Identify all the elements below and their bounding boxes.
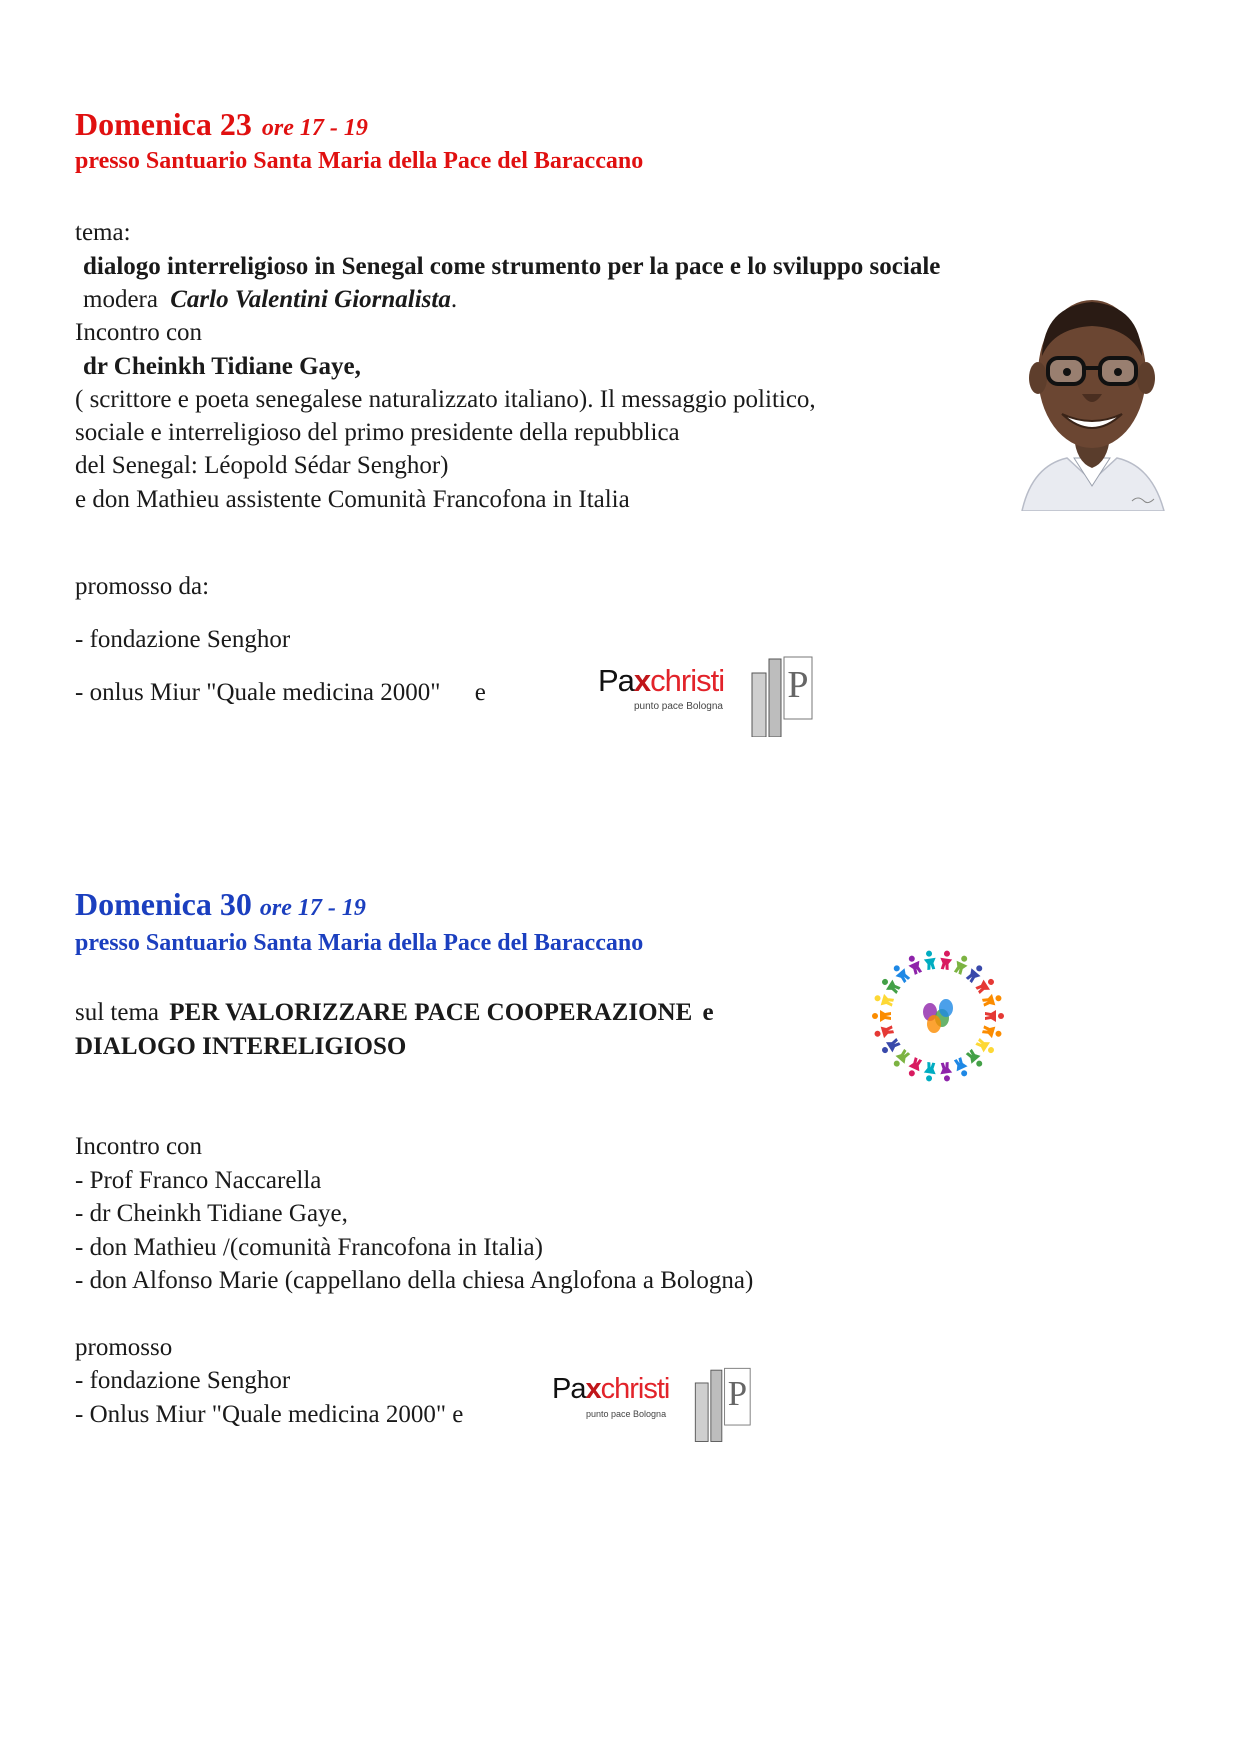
logo-tagline: punto pace Bologna (634, 701, 723, 712)
event1-moderator-line: modera Carlo Valentini Giornalista. (83, 286, 458, 313)
event1-theme: dialogo interreligioso in Senegal come strumento per la pace e lo sviluppo sociale (83, 253, 941, 280)
event2-theme-prefix: sul tema (75, 999, 160, 1026)
event2-guest: - dr Cheinkh Tidiane Gaye, (75, 1200, 348, 1227)
bologna-towers-icon (688, 1366, 752, 1442)
event2-theme-2: DIALOGO INTERELIGIOSO (75, 1033, 407, 1060)
logo-pax-text: Pa (552, 1373, 586, 1405)
logo-pax-text: Pa (598, 663, 634, 698)
logo-x-text: x (585, 1373, 601, 1405)
event2-guest: - don Alfonso Marie (cappellano della chiesa Anglofona a Bologna) (75, 1267, 754, 1294)
event1-moderator-prefix: modera (83, 286, 158, 313)
event2-guest: - don Mathieu /(comunità Francofona in Italia) (75, 1234, 543, 1261)
event2-meeting-label: Incontro con (75, 1133, 203, 1160)
event1-desc-line: e don Mathieu assistente Comunità Francofona in Italia (75, 486, 630, 513)
event2-guest: - Prof Franco Naccarella (75, 1167, 322, 1194)
logo-x-text: x (633, 663, 651, 698)
event1-time: ore 17 - 19 (261, 115, 368, 141)
logo-tagline: punto pace Bologna (586, 1409, 667, 1419)
event1-desc-line: del Senegal: Léopold Sédar Senghor) (75, 452, 449, 479)
event1-venue: presso Santuario Santa Maria della Pace del Baraccano (75, 148, 644, 174)
portrait-illustration-icon (1012, 286, 1172, 511)
paxchristi-logo (598, 655, 814, 737)
event1-guest: dr Cheinkh Tidiane Gaye, (83, 353, 361, 380)
event2-theme-1-suffix: e (702, 999, 714, 1026)
event2-venue: presso Santuario Santa Maria della Pace del Baraccano (75, 930, 644, 956)
event1-desc-line: sociale e interreligioso del primo presidente della repubblica (75, 419, 680, 446)
event2-theme-line1 (75, 996, 714, 1030)
event1-promoter-2-line (75, 676, 486, 710)
event1-heading (75, 106, 368, 143)
event1-promoter-1: - fondazione Senghor (75, 626, 291, 653)
event1-desc-line: ( scrittore e poeta senegalese naturalizzato italiano). Il messaggio politico, (75, 386, 816, 413)
people-circle-logo (868, 946, 1008, 1086)
event2-promoter-2: - Onlus Miur "Quale medicina 2000" e (75, 1401, 464, 1428)
event1-promoter-2: - onlus Miur "Quale medicina 2000" (75, 679, 441, 706)
event1-promoter-2-suffix: e (474, 679, 486, 706)
people-circle-icon (868, 946, 1008, 1086)
event2-heading (75, 886, 366, 923)
event1-day: Domenica 23 (75, 106, 252, 142)
svg-text:P: P (787, 664, 809, 706)
event1-theme-label: tema: (75, 219, 131, 246)
portrait-image (1012, 286, 1172, 511)
event2-promoter-1: - fondazione Senghor (75, 1367, 291, 1394)
svg-text:P: P (727, 1373, 748, 1413)
event2-day: Domenica 30 (75, 886, 252, 922)
event2-time: ore 17 - 19 (259, 895, 366, 921)
event1-moderator: Carlo Valentini Giornalista (170, 286, 451, 313)
bologna-towers-icon (744, 655, 814, 737)
event1-meeting-label: Incontro con (75, 319, 203, 346)
event2-theme-1: PER VALORIZZARE PACE COOPERAZIONE (169, 999, 693, 1026)
event2-promoted-label: promosso (75, 1334, 173, 1361)
paxchristi-logo (552, 1366, 752, 1442)
logo-christi-text: christi (600, 1373, 670, 1405)
logo-christi-text: christi (650, 663, 725, 698)
event1-promoted-label: promosso da: (75, 573, 210, 600)
